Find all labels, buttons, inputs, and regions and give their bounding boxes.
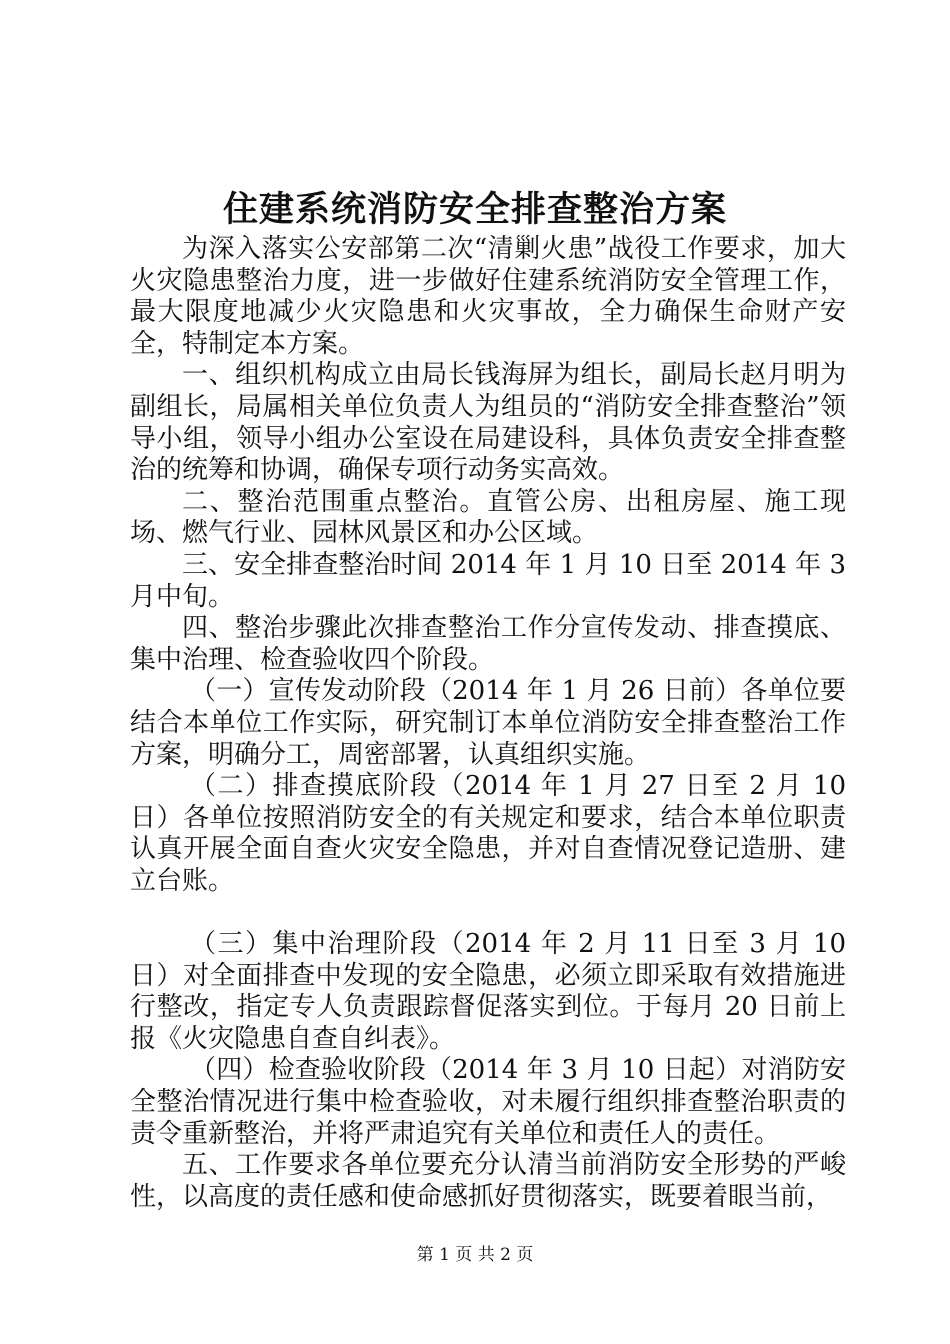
paragraph-step-rectification: （三）集中治理阶段（2014 年 2 月 11 日至 3 月 10 日）对全面排查中发现的安全隐患，必须立即采取有效措施进行整改，指定专人负责跟踪督促落实到位。于每月 20 日前上报《火灾隐患自查自纠表》。 — [130, 929, 846, 1054]
paragraph-steps: 四、整治步骤此次排查整治工作分宣传发动、排查摸底、集中治理、检查验收四个阶段。 — [130, 613, 846, 675]
paragraph-step-inspection: （四）检查验收阶段（2014 年 3 月 10 日起）对消防安全整治情况进行集中检查验收，对未履行组织排查整治职责的责令重新整治，并将严肃追究有关单位和责任人的责任。 — [130, 1055, 846, 1149]
paragraph-organization: 一、组织机构成立由局长钱海屏为组长，副局长赵月明为副组长，局属相关单位负责人为组员的“消防安全排查整治”领导小组，领导小组办公室设在局建设科，具体负责安全排查整治的统筹和协调，确保专项行动务实高效。 — [130, 360, 846, 486]
paragraph-spacer — [130, 897, 846, 929]
document-title: 住建系统消防安全排查整治方案 — [222, 189, 727, 230]
page-number-footer: 第 1 页 共 2 页 — [416, 1245, 534, 1265]
paragraph-step-publicity: （一）宣传发动阶段（2014 年 1 月 26 日前）各单位要结合本单位工作实际，研究制订本单位消防安全排查整治工作方案，明确分工，周密部署，认真组织实施。 — [130, 676, 846, 770]
paragraph-step-survey: （二）排查摸底阶段（2014 年 1 月 27 日至 2 月 10 日）各单位按照消防安全的有关规定和要求，结合本单位职责认真开展全面自查火灾安全隐患，并对自查情况登记造册、建立台账。 — [130, 771, 846, 896]
paragraph-scope: 二、整治范围重点整治。直管公房、出租房屋、施工现场、燃气行业、园林风景区和办公区域。 — [130, 486, 846, 549]
paragraph-intro: 为深入落实公安部第二次“清剿火患”战役工作要求，加大火灾隐患整治力度，进一步做好住建系统消防安全管理工作，最大限度地减少火灾隐患和火灾事故，全力确保生命财产安全，特制定本方案。 — [130, 234, 846, 359]
paragraph-requirements: 五、工作要求各单位要充分认清当前消防安全形势的严峻性，以高度的责任感和使命感抓好贯彻落实，既要着眼当前， — [130, 1150, 846, 1212]
paragraph-schedule: 三、安全排查整治时间 2014 年 1 月 10 日至 2014 年 3 月中旬。 — [130, 549, 846, 612]
document-body — [130, 234, 846, 1213]
